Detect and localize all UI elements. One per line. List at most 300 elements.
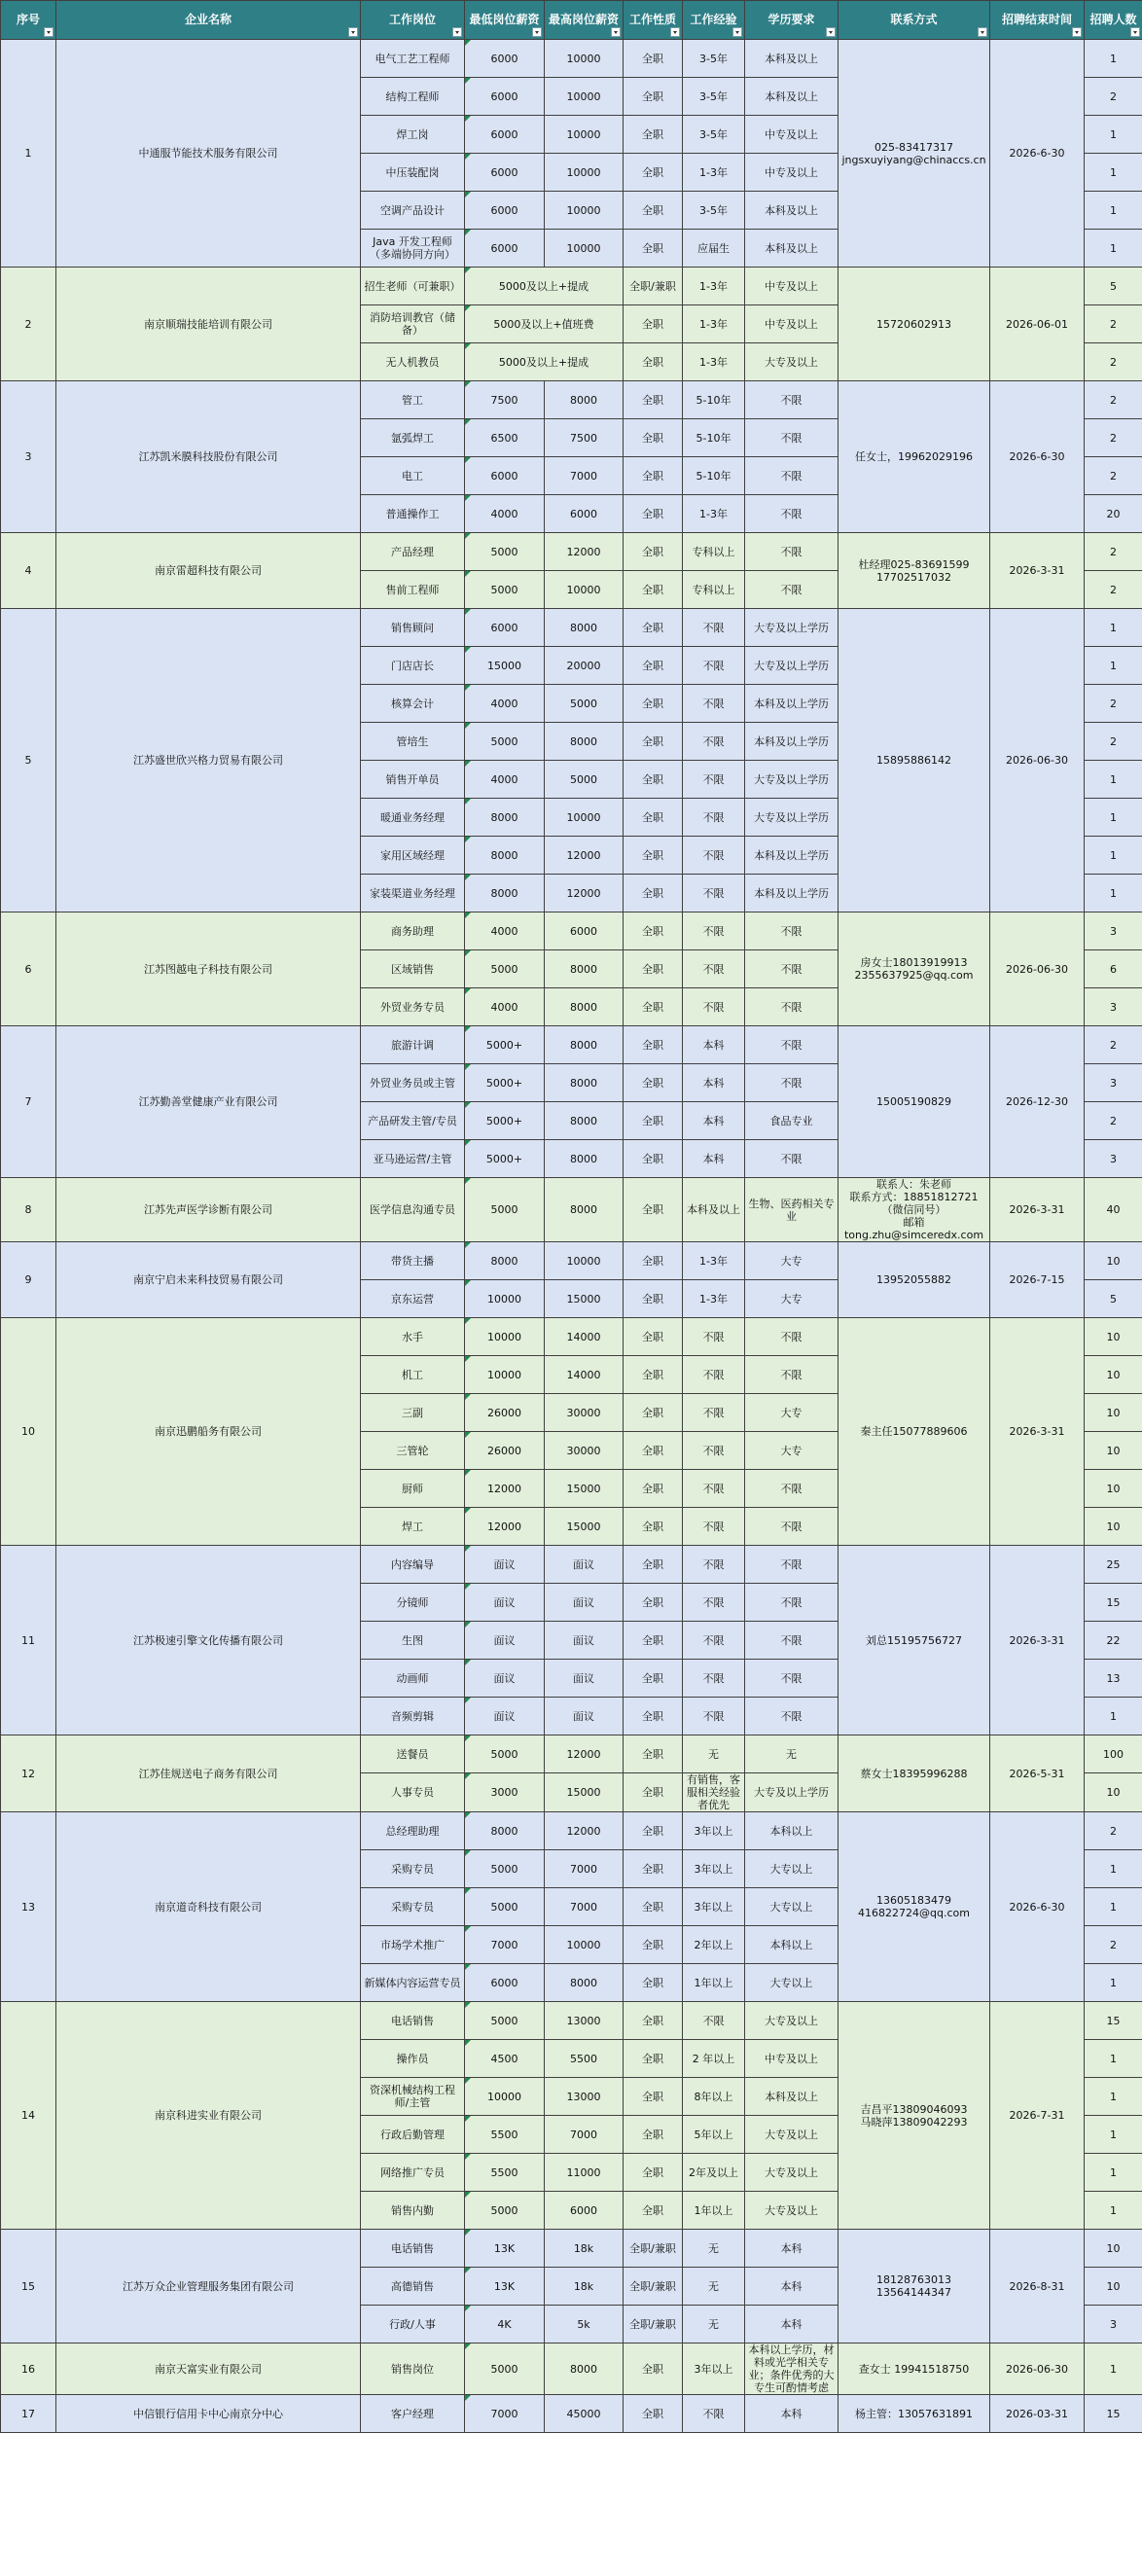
cell-min-salary[interactable]: 5000 bbox=[465, 2343, 545, 2395]
cell-company[interactable]: 江苏先声医学诊断有限公司 bbox=[56, 1178, 361, 1242]
filter-dropdown-icon[interactable] bbox=[978, 27, 987, 37]
cell-max-salary[interactable]: 10000 bbox=[545, 192, 624, 230]
cell-end-date[interactable]: 2026-03-31 bbox=[990, 2395, 1085, 2433]
cell-end-date[interactable]: 2026-7-31 bbox=[990, 2002, 1085, 2230]
cell-max-salary[interactable]: 面议 bbox=[545, 1546, 624, 1584]
cell-max-salary[interactable]: 13000 bbox=[545, 2002, 624, 2040]
filter-dropdown-icon[interactable] bbox=[1072, 27, 1082, 37]
cell-min-salary[interactable]: 26000 bbox=[465, 1394, 545, 1432]
cell-max-salary[interactable]: 12000 bbox=[545, 875, 624, 912]
cell-no[interactable]: 15 bbox=[1, 2230, 56, 2343]
cell-headcount[interactable]: 1 bbox=[1085, 2116, 1142, 2154]
filter-dropdown-icon[interactable] bbox=[452, 27, 462, 37]
cell-position[interactable]: 管培生 bbox=[361, 723, 465, 761]
cell-education[interactable]: 不限 bbox=[745, 1584, 839, 1622]
cell-position[interactable]: 分镜师 bbox=[361, 1584, 465, 1622]
cell-end-date[interactable]: 2026-06-30 bbox=[990, 2343, 1085, 2395]
cell-education[interactable]: 本科 bbox=[745, 2306, 839, 2343]
cell-end-date[interactable]: 2026-8-31 bbox=[990, 2230, 1085, 2343]
cell-education[interactable]: 不限 bbox=[745, 457, 839, 495]
cell-headcount[interactable]: 3 bbox=[1085, 988, 1142, 1026]
cell-headcount[interactable]: 10 bbox=[1085, 1394, 1142, 1432]
cell-position[interactable]: 门店店长 bbox=[361, 647, 465, 685]
cell-experience[interactable]: 不限 bbox=[683, 723, 745, 761]
cell-max-salary[interactable]: 30000 bbox=[545, 1432, 624, 1470]
cell-max-salary[interactable]: 14000 bbox=[545, 1356, 624, 1394]
filter-dropdown-icon[interactable] bbox=[732, 27, 742, 37]
cell-experience[interactable]: 3年以上 bbox=[683, 1850, 745, 1888]
cell-experience[interactable]: 不限 bbox=[683, 912, 745, 950]
cell-min-salary[interactable]: 5000+ bbox=[465, 1064, 545, 1102]
cell-min-salary[interactable]: 5000 bbox=[465, 2192, 545, 2230]
cell-contact[interactable]: 13952055882 bbox=[839, 1242, 990, 1318]
cell-headcount[interactable]: 2 bbox=[1085, 723, 1142, 761]
cell-min-salary[interactable]: 5000 bbox=[465, 533, 545, 571]
cell-headcount[interactable]: 3 bbox=[1085, 912, 1142, 950]
cell-experience[interactable]: 5年以上 bbox=[683, 2116, 745, 2154]
cell-max-salary[interactable]: 8000 bbox=[545, 1102, 624, 1140]
cell-nature[interactable]: 全职 bbox=[624, 1660, 683, 1698]
cell-experience[interactable]: 不限 bbox=[683, 1698, 745, 1735]
cell-position[interactable]: 网络推广专员 bbox=[361, 2154, 465, 2192]
cell-position[interactable]: 行政/人事 bbox=[361, 2306, 465, 2343]
header-max-salary[interactable]: 最高岗位薪资 bbox=[545, 1, 624, 40]
cell-education[interactable]: 本科 bbox=[745, 2395, 839, 2433]
cell-position[interactable]: 消防培训教官（储备） bbox=[361, 305, 465, 343]
cell-experience[interactable]: 8年以上 bbox=[683, 2078, 745, 2116]
cell-experience[interactable]: 不限 bbox=[683, 1356, 745, 1394]
cell-max-salary[interactable]: 6000 bbox=[545, 495, 624, 533]
cell-min-salary[interactable]: 5000+ bbox=[465, 1140, 545, 1178]
cell-min-salary[interactable]: 4000 bbox=[465, 912, 545, 950]
cell-experience[interactable]: 本科 bbox=[683, 1064, 745, 1102]
cell-education[interactable]: 大专 bbox=[745, 1280, 839, 1318]
cell-nature[interactable]: 全职 bbox=[624, 230, 683, 268]
cell-experience[interactable]: 不限 bbox=[683, 950, 745, 988]
cell-education[interactable]: 大专及以上 bbox=[745, 343, 839, 381]
cell-nature[interactable]: 全职 bbox=[624, 685, 683, 723]
cell-headcount[interactable]: 15 bbox=[1085, 1584, 1142, 1622]
cell-nature[interactable]: 全职 bbox=[624, 912, 683, 950]
cell-experience[interactable]: 无 bbox=[683, 1735, 745, 1773]
cell-position[interactable]: 电话销售 bbox=[361, 2002, 465, 2040]
cell-experience[interactable]: 无 bbox=[683, 2230, 745, 2268]
cell-nature[interactable]: 全职 bbox=[624, 1242, 683, 1280]
cell-experience[interactable]: 无 bbox=[683, 2306, 745, 2343]
cell-no[interactable]: 1 bbox=[1, 40, 56, 268]
cell-education[interactable]: 本科及以上学历 bbox=[745, 723, 839, 761]
cell-position[interactable]: 带货主播 bbox=[361, 1242, 465, 1280]
cell-nature[interactable]: 全职 bbox=[624, 2040, 683, 2078]
cell-contact[interactable]: 杨主管：13057631891 bbox=[839, 2395, 990, 2433]
cell-education[interactable]: 不限 bbox=[745, 950, 839, 988]
cell-experience[interactable]: 不限 bbox=[683, 988, 745, 1026]
cell-no[interactable]: 5 bbox=[1, 609, 56, 912]
cell-nature[interactable]: 全职 bbox=[624, 2002, 683, 2040]
cell-headcount[interactable]: 1 bbox=[1085, 1888, 1142, 1926]
cell-contact[interactable]: 蔡女士18395996288 bbox=[839, 1735, 990, 1812]
cell-end-date[interactable]: 2026-3-31 bbox=[990, 533, 1085, 609]
cell-max-salary[interactable]: 15000 bbox=[545, 1470, 624, 1508]
header-no[interactable]: 序号 bbox=[1, 1, 56, 40]
cell-position[interactable]: 暖通业务经理 bbox=[361, 799, 465, 837]
cell-headcount[interactable]: 1 bbox=[1085, 2078, 1142, 2116]
cell-end-date[interactable]: 2026-3-31 bbox=[990, 1318, 1085, 1546]
cell-position[interactable]: 人事专员 bbox=[361, 1773, 465, 1812]
cell-education[interactable]: 中专及以上 bbox=[745, 305, 839, 343]
cell-experience[interactable]: 本科 bbox=[683, 1140, 745, 1178]
cell-max-salary[interactable]: 7000 bbox=[545, 1850, 624, 1888]
cell-company[interactable]: 南京顺瑞技能培训有限公司 bbox=[56, 268, 361, 381]
cell-min-salary[interactable]: 8000 bbox=[465, 837, 545, 875]
cell-education[interactable]: 本科及以上 bbox=[745, 230, 839, 268]
cell-education[interactable]: 中专及以上 bbox=[745, 154, 839, 192]
cell-education[interactable]: 生物、医药相关专业 bbox=[745, 1178, 839, 1242]
cell-position[interactable]: 管工 bbox=[361, 381, 465, 419]
cell-education[interactable]: 本科及以上 bbox=[745, 2078, 839, 2116]
cell-no[interactable]: 13 bbox=[1, 1812, 56, 2002]
cell-max-salary[interactable]: 30000 bbox=[545, 1394, 624, 1432]
cell-experience[interactable]: 2年以上 bbox=[683, 1926, 745, 1964]
cell-nature[interactable]: 全职 bbox=[624, 419, 683, 457]
cell-headcount[interactable]: 2 bbox=[1085, 1812, 1142, 1850]
cell-headcount[interactable]: 2 bbox=[1085, 685, 1142, 723]
cell-headcount[interactable]: 2 bbox=[1085, 419, 1142, 457]
cell-min-salary[interactable]: 8000 bbox=[465, 875, 545, 912]
cell-position[interactable]: 家用区域经理 bbox=[361, 837, 465, 875]
cell-headcount[interactable]: 1 bbox=[1085, 799, 1142, 837]
filter-dropdown-icon[interactable] bbox=[532, 27, 542, 37]
cell-position[interactable]: 外贸业务员或主管 bbox=[361, 1064, 465, 1102]
cell-no[interactable]: 2 bbox=[1, 268, 56, 381]
cell-experience[interactable]: 不限 bbox=[683, 837, 745, 875]
cell-contact[interactable]: 15005190829 bbox=[839, 1026, 990, 1178]
cell-education[interactable]: 不限 bbox=[745, 419, 839, 457]
cell-min-salary[interactable]: 4000 bbox=[465, 761, 545, 799]
cell-max-salary[interactable]: 8000 bbox=[545, 1140, 624, 1178]
cell-min-salary[interactable]: 5000+ bbox=[465, 1026, 545, 1064]
cell-position[interactable]: 商务助理 bbox=[361, 912, 465, 950]
cell-experience[interactable]: 不限 bbox=[683, 609, 745, 647]
cell-nature[interactable]: 全职 bbox=[624, 1432, 683, 1470]
cell-headcount[interactable]: 10 bbox=[1085, 1318, 1142, 1356]
cell-max-salary[interactable]: 8000 bbox=[545, 381, 624, 419]
cell-contact[interactable]: 任女士，19962029196 bbox=[839, 381, 990, 533]
cell-end-date[interactable]: 2026-7-15 bbox=[990, 1242, 1085, 1318]
cell-experience[interactable]: 2年及以上 bbox=[683, 2154, 745, 2192]
cell-company[interactable]: 南京道奇科技有限公司 bbox=[56, 1812, 361, 2002]
cell-end-date[interactable]: 2026-3-31 bbox=[990, 1546, 1085, 1735]
cell-end-date[interactable]: 2026-06-30 bbox=[990, 609, 1085, 912]
cell-max-salary[interactable]: 10000 bbox=[545, 78, 624, 116]
cell-position[interactable]: 医学信息沟通专员 bbox=[361, 1178, 465, 1242]
cell-education[interactable]: 本科及以上 bbox=[745, 78, 839, 116]
cell-education[interactable]: 不限 bbox=[745, 1470, 839, 1508]
cell-nature[interactable]: 全职 bbox=[624, 1064, 683, 1102]
cell-end-date[interactable]: 2026-6-30 bbox=[990, 381, 1085, 533]
cell-experience[interactable]: 不限 bbox=[683, 1470, 745, 1508]
cell-headcount[interactable]: 5 bbox=[1085, 1280, 1142, 1318]
cell-headcount[interactable]: 10 bbox=[1085, 1470, 1142, 1508]
cell-position[interactable]: 核算会计 bbox=[361, 685, 465, 723]
cell-education[interactable]: 不限 bbox=[745, 1698, 839, 1735]
cell-no[interactable]: 4 bbox=[1, 533, 56, 609]
cell-experience[interactable]: 1-3年 bbox=[683, 1280, 745, 1318]
cell-education[interactable]: 大专及以上学历 bbox=[745, 647, 839, 685]
cell-position[interactable]: 空调产品设计 bbox=[361, 192, 465, 230]
cell-position[interactable]: 氩弧焊工 bbox=[361, 419, 465, 457]
cell-experience[interactable]: 1-3年 bbox=[683, 343, 745, 381]
cell-min-salary[interactable]: 8000 bbox=[465, 799, 545, 837]
cell-headcount[interactable]: 2 bbox=[1085, 1926, 1142, 1964]
cell-headcount[interactable]: 1 bbox=[1085, 875, 1142, 912]
cell-max-salary[interactable]: 11000 bbox=[545, 2154, 624, 2192]
cell-max-salary[interactable]: 12000 bbox=[545, 533, 624, 571]
filter-dropdown-icon[interactable] bbox=[348, 27, 358, 37]
cell-experience[interactable]: 本科 bbox=[683, 1026, 745, 1064]
cell-contact[interactable]: 13605183479 416822724@qq.com bbox=[839, 1812, 990, 2002]
cell-headcount[interactable]: 2 bbox=[1085, 343, 1142, 381]
cell-education[interactable]: 本科及以上学历 bbox=[745, 875, 839, 912]
cell-headcount[interactable]: 10 bbox=[1085, 1242, 1142, 1280]
cell-nature[interactable]: 全职 bbox=[624, 761, 683, 799]
cell-min-salary[interactable]: 13K bbox=[465, 2268, 545, 2306]
cell-nature[interactable]: 全职 bbox=[624, 1178, 683, 1242]
cell-company[interactable]: 江苏盛世欣兴格力贸易有限公司 bbox=[56, 609, 361, 912]
cell-min-salary[interactable]: 7500 bbox=[465, 381, 545, 419]
cell-position[interactable]: 采购专员 bbox=[361, 1888, 465, 1926]
cell-headcount[interactable]: 2 bbox=[1085, 571, 1142, 609]
cell-min-salary[interactable]: 5000 bbox=[465, 1888, 545, 1926]
cell-min-salary[interactable]: 10000 bbox=[465, 1356, 545, 1394]
cell-nature[interactable]: 全职/兼职 bbox=[624, 2306, 683, 2343]
cell-no[interactable]: 10 bbox=[1, 1318, 56, 1546]
cell-experience[interactable]: 不限 bbox=[683, 685, 745, 723]
cell-company[interactable]: 江苏万众企业管理服务集团有限公司 bbox=[56, 2230, 361, 2343]
cell-min-salary[interactable]: 8000 bbox=[465, 1242, 545, 1280]
filter-dropdown-icon[interactable] bbox=[611, 27, 621, 37]
cell-nature[interactable]: 全职 bbox=[624, 533, 683, 571]
cell-min-salary[interactable]: 面议 bbox=[465, 1698, 545, 1735]
cell-headcount[interactable]: 1 bbox=[1085, 647, 1142, 685]
cell-max-salary[interactable]: 15000 bbox=[545, 1280, 624, 1318]
header-position[interactable]: 工作岗位 bbox=[361, 1, 465, 40]
cell-nature[interactable]: 全职 bbox=[624, 1102, 683, 1140]
cell-nature[interactable]: 全职 bbox=[624, 1140, 683, 1178]
cell-salary[interactable]: 5000及以上+提成 bbox=[465, 268, 624, 305]
cell-education[interactable]: 大专及以上学历 bbox=[745, 609, 839, 647]
cell-education[interactable]: 不限 bbox=[745, 495, 839, 533]
cell-experience[interactable]: 3年以上 bbox=[683, 1888, 745, 1926]
cell-position[interactable]: 普通操作工 bbox=[361, 495, 465, 533]
cell-education[interactable]: 不限 bbox=[745, 533, 839, 571]
cell-min-salary[interactable]: 6000 bbox=[465, 78, 545, 116]
cell-headcount[interactable]: 40 bbox=[1085, 1178, 1142, 1242]
cell-min-salary[interactable]: 5000 bbox=[465, 571, 545, 609]
cell-end-date[interactable]: 2026-12-30 bbox=[990, 1026, 1085, 1178]
cell-position[interactable]: 内容编导 bbox=[361, 1546, 465, 1584]
cell-experience[interactable]: 不限 bbox=[683, 761, 745, 799]
cell-nature[interactable]: 全职 bbox=[624, 950, 683, 988]
cell-position[interactable]: 销售内勤 bbox=[361, 2192, 465, 2230]
cell-experience[interactable]: 1-3年 bbox=[683, 305, 745, 343]
cell-headcount[interactable]: 3 bbox=[1085, 2306, 1142, 2343]
cell-min-salary[interactable]: 5000 bbox=[465, 2002, 545, 2040]
cell-no[interactable]: 17 bbox=[1, 2395, 56, 2433]
cell-position[interactable]: 新媒体内容运营专员 bbox=[361, 1964, 465, 2002]
cell-position[interactable]: 亚马逊运营/主管 bbox=[361, 1140, 465, 1178]
cell-company[interactable]: 中信银行信用卡中心南京分中心 bbox=[56, 2395, 361, 2433]
cell-education[interactable]: 本科及以上学历 bbox=[745, 837, 839, 875]
cell-experience[interactable]: 不限 bbox=[683, 1508, 745, 1546]
cell-max-salary[interactable]: 14000 bbox=[545, 1318, 624, 1356]
cell-max-salary[interactable]: 12000 bbox=[545, 837, 624, 875]
cell-experience[interactable]: 3-5年 bbox=[683, 192, 745, 230]
cell-headcount[interactable]: 1 bbox=[1085, 761, 1142, 799]
cell-min-salary[interactable]: 4500 bbox=[465, 2040, 545, 2078]
cell-experience[interactable]: 5-10年 bbox=[683, 381, 745, 419]
cell-experience[interactable]: 3-5年 bbox=[683, 78, 745, 116]
cell-max-salary[interactable]: 7000 bbox=[545, 457, 624, 495]
cell-min-salary[interactable]: 4000 bbox=[465, 685, 545, 723]
cell-position[interactable]: 电气工艺工程师 bbox=[361, 40, 465, 78]
cell-max-salary[interactable]: 10000 bbox=[545, 571, 624, 609]
cell-max-salary[interactable]: 45000 bbox=[545, 2395, 624, 2433]
cell-max-salary[interactable]: 5000 bbox=[545, 685, 624, 723]
cell-education[interactable]: 大专 bbox=[745, 1394, 839, 1432]
cell-max-salary[interactable]: 7000 bbox=[545, 1888, 624, 1926]
header-education[interactable]: 学历要求 bbox=[745, 1, 839, 40]
cell-nature[interactable]: 全职 bbox=[624, 1850, 683, 1888]
cell-experience[interactable]: 不限 bbox=[683, 1622, 745, 1660]
cell-education[interactable]: 不限 bbox=[745, 1356, 839, 1394]
cell-nature[interactable]: 全职 bbox=[624, 192, 683, 230]
cell-contact[interactable]: 秦主任15077889606 bbox=[839, 1318, 990, 1546]
cell-experience[interactable]: 1-3年 bbox=[683, 495, 745, 533]
cell-headcount[interactable]: 3 bbox=[1085, 1064, 1142, 1102]
cell-headcount[interactable]: 100 bbox=[1085, 1735, 1142, 1773]
cell-experience[interactable]: 不限 bbox=[683, 1584, 745, 1622]
cell-education[interactable]: 大专及以上 bbox=[745, 2192, 839, 2230]
cell-headcount[interactable]: 10 bbox=[1085, 1508, 1142, 1546]
cell-contact[interactable]: 查女士 19941518750 bbox=[839, 2343, 990, 2395]
cell-headcount[interactable]: 1 bbox=[1085, 2192, 1142, 2230]
cell-headcount[interactable]: 1 bbox=[1085, 609, 1142, 647]
cell-min-salary[interactable]: 4000 bbox=[465, 495, 545, 533]
cell-max-salary[interactable]: 8000 bbox=[545, 1064, 624, 1102]
cell-position[interactable]: 生图 bbox=[361, 1622, 465, 1660]
cell-education[interactable]: 本科及以上学历 bbox=[745, 685, 839, 723]
cell-position[interactable]: 焊工岗 bbox=[361, 116, 465, 154]
cell-no[interactable]: 3 bbox=[1, 381, 56, 533]
cell-experience[interactable]: 不限 bbox=[683, 799, 745, 837]
cell-min-salary[interactable]: 13K bbox=[465, 2230, 545, 2268]
cell-max-salary[interactable]: 13000 bbox=[545, 2078, 624, 2116]
cell-company[interactable]: 南京天富实业有限公司 bbox=[56, 2343, 361, 2395]
cell-min-salary[interactable]: 5500 bbox=[465, 2116, 545, 2154]
cell-max-salary[interactable]: 10000 bbox=[545, 230, 624, 268]
cell-max-salary[interactable]: 8000 bbox=[545, 1026, 624, 1064]
cell-education[interactable]: 大专以上 bbox=[745, 1850, 839, 1888]
cell-min-salary[interactable]: 5000 bbox=[465, 950, 545, 988]
cell-contact[interactable]: 联系人：朱老师 联系方式：18851812721（微信同号） 邮箱 tong.zhu@simceredx.com bbox=[839, 1178, 990, 1242]
cell-max-salary[interactable]: 面议 bbox=[545, 1698, 624, 1735]
cell-min-salary[interactable]: 6500 bbox=[465, 419, 545, 457]
cell-min-salary[interactable]: 5000 bbox=[465, 723, 545, 761]
cell-education[interactable]: 不限 bbox=[745, 988, 839, 1026]
cell-experience[interactable]: 不限 bbox=[683, 2395, 745, 2433]
cell-position[interactable]: 采购专员 bbox=[361, 1850, 465, 1888]
cell-nature[interactable]: 全职/兼职 bbox=[624, 268, 683, 305]
cell-nature[interactable]: 全职/兼职 bbox=[624, 2230, 683, 2268]
cell-position[interactable]: 机工 bbox=[361, 1356, 465, 1394]
cell-headcount[interactable]: 1 bbox=[1085, 192, 1142, 230]
cell-end-date[interactable]: 2026-6-30 bbox=[990, 1812, 1085, 2002]
cell-position[interactable]: 水手 bbox=[361, 1318, 465, 1356]
cell-position[interactable]: 外贸业务专员 bbox=[361, 988, 465, 1026]
cell-nature[interactable]: 全职 bbox=[624, 1584, 683, 1622]
cell-min-salary[interactable]: 6000 bbox=[465, 1964, 545, 2002]
cell-experience[interactable]: 不限 bbox=[683, 875, 745, 912]
cell-education[interactable]: 大专及以上学历 bbox=[745, 799, 839, 837]
cell-min-salary[interactable]: 4K bbox=[465, 2306, 545, 2343]
cell-contact[interactable]: 15720602913 bbox=[839, 268, 990, 381]
cell-min-salary[interactable]: 7000 bbox=[465, 1926, 545, 1964]
cell-no[interactable]: 12 bbox=[1, 1735, 56, 1812]
cell-education[interactable]: 食品专业 bbox=[745, 1102, 839, 1140]
cell-education[interactable]: 无 bbox=[745, 1735, 839, 1773]
cell-position[interactable]: 市场学术推广 bbox=[361, 1926, 465, 1964]
cell-no[interactable]: 16 bbox=[1, 2343, 56, 2395]
cell-position[interactable]: 电工 bbox=[361, 457, 465, 495]
cell-experience[interactable]: 3-5年 bbox=[683, 116, 745, 154]
cell-education[interactable]: 不限 bbox=[745, 1508, 839, 1546]
cell-position[interactable]: 客户经理 bbox=[361, 2395, 465, 2433]
cell-nature[interactable]: 全职 bbox=[624, 154, 683, 192]
cell-headcount[interactable]: 15 bbox=[1085, 2002, 1142, 2040]
cell-nature[interactable]: 全职 bbox=[624, 1888, 683, 1926]
cell-nature[interactable]: 全职 bbox=[624, 78, 683, 116]
cell-contact[interactable]: 房女士18013919913 2355637925@qq.com bbox=[839, 912, 990, 1026]
cell-max-salary[interactable]: 10000 bbox=[545, 154, 624, 192]
cell-nature[interactable]: 全职 bbox=[624, 495, 683, 533]
cell-min-salary[interactable]: 8000 bbox=[465, 1812, 545, 1850]
cell-min-salary[interactable]: 面议 bbox=[465, 1622, 545, 1660]
cell-experience[interactable]: 3年以上 bbox=[683, 1812, 745, 1850]
cell-position[interactable]: 音频剪辑 bbox=[361, 1698, 465, 1735]
cell-contact[interactable]: 15895886142 bbox=[839, 609, 990, 912]
cell-nature[interactable]: 全职 bbox=[624, 2343, 683, 2395]
cell-contact[interactable]: 吉昌平13809046093 马晓萍13809042293 bbox=[839, 2002, 990, 2230]
cell-nature[interactable]: 全职 bbox=[624, 1026, 683, 1064]
cell-experience[interactable]: 1年以上 bbox=[683, 1964, 745, 2002]
cell-education[interactable]: 不限 bbox=[745, 1140, 839, 1178]
cell-nature[interactable]: 全职 bbox=[624, 875, 683, 912]
cell-education[interactable]: 大专以上 bbox=[745, 1888, 839, 1926]
filter-dropdown-icon[interactable] bbox=[826, 27, 836, 37]
cell-min-salary[interactable]: 3000 bbox=[465, 1773, 545, 1812]
cell-experience[interactable]: 本科及以上 bbox=[683, 1178, 745, 1242]
cell-nature[interactable]: 全职 bbox=[624, 1622, 683, 1660]
cell-company[interactable]: 南京雷超科技有限公司 bbox=[56, 533, 361, 609]
cell-max-salary[interactable]: 面议 bbox=[545, 1584, 624, 1622]
cell-min-salary[interactable]: 5500 bbox=[465, 2154, 545, 2192]
cell-experience[interactable]: 不限 bbox=[683, 1660, 745, 1698]
cell-position[interactable]: 产品经理 bbox=[361, 533, 465, 571]
cell-headcount[interactable]: 1 bbox=[1085, 40, 1142, 78]
cell-company[interactable]: 中通服节能技术服务有限公司 bbox=[56, 40, 361, 268]
cell-headcount[interactable]: 15 bbox=[1085, 2395, 1142, 2433]
